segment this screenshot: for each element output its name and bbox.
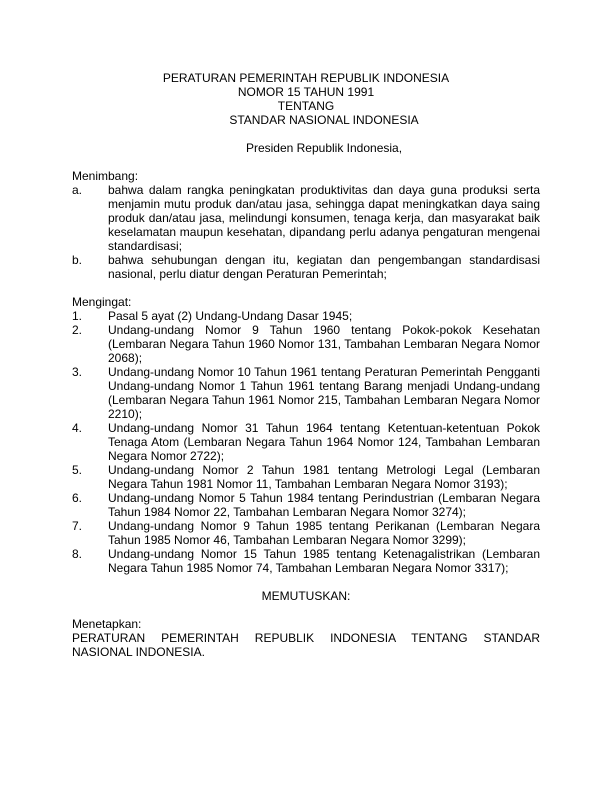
title-line-3: TENTANG bbox=[277, 99, 335, 113]
item-text: bahwa sehubungan dengan itu, kegiatan dan pengembangan standardisasi nasional, perlu diatur dengan Peraturan Pemerintah; bbox=[108, 253, 540, 281]
menimbang-item bbox=[72, 183, 540, 253]
item-label: 8. bbox=[72, 547, 83, 561]
mengingat-item bbox=[72, 323, 540, 365]
preamble: Presiden Republik Indonesia, bbox=[245, 141, 403, 155]
mengingat-item bbox=[72, 365, 540, 421]
item-label: 7. bbox=[72, 519, 83, 533]
menimbang-heading: Menimbang: bbox=[72, 169, 139, 183]
memutuskan-heading: MEMUTUSKAN: bbox=[261, 589, 351, 603]
title-line-4: STANDAR NASIONAL INDONESIA bbox=[229, 113, 419, 127]
item-label: 1. bbox=[72, 309, 83, 323]
item-label: 4. bbox=[72, 421, 83, 435]
item-text: Undang-undang Nomor 2 Tahun 1981 tentang Metrologi Legal (Lembaran Negara Tahun 1981 Nomor 11, Tambahan Lembaran Negara Nomor 3193); bbox=[108, 463, 540, 491]
menimbang-list bbox=[72, 183, 540, 281]
item-text: Undang-undang Nomor 5 Tahun 1984 tentang Perindustrian (Lembaran Negara Tahun 1984 Nomor 22, Tambahan Lembaran Negara Nomor 3274); bbox=[108, 491, 540, 519]
item-text: Undang-undang Nomor 15 Tahun 1985 tentang Ketenagalistrikan (Lembaran Negara Tahun 1985 Nomor 74, Tambahan Lembaran Negara Nomor 3317); bbox=[108, 547, 540, 575]
title-line-2: NOMOR 15 TAHUN 1991 bbox=[237, 85, 375, 99]
mengingat-heading: Mengingat: bbox=[72, 295, 132, 309]
mengingat-item bbox=[72, 491, 540, 519]
menetapkan-text: PERATURAN PEMERINTAH REPUBLIK INDONESIA TENTANG STANDAR NASIONAL INDONESIA. bbox=[72, 631, 540, 659]
menetapkan-heading: Menetapkan: bbox=[72, 617, 142, 631]
menimbang-item bbox=[72, 253, 540, 281]
item-text: bahwa dalam rangka peningkatan produktivitas dan daya guna produksi serta menjamin mutu produk dan/atau jasa, sehingga dapat meningkatkan daya saing produk dan/atau jasa, melindungi konsumen, tenaga kerja, dan masyarakat baik keselamatan maupun kesehatan, dipandang perlu adanya pengaturan mengenai standardisasi; bbox=[108, 183, 540, 253]
mengingat-item bbox=[72, 547, 540, 575]
item-text: Undang-undang Nomor 9 Tahun 1960 tentang Pokok-pokok Kesehatan (Lembaran Negara Tahun 1960 Nomor 131, Tambahan Lembaran Negara Nomor 2068); bbox=[108, 323, 540, 365]
item-label: 3. bbox=[72, 365, 83, 379]
item-label: b. bbox=[72, 253, 83, 267]
document-page bbox=[72, 71, 540, 659]
mengingat-list bbox=[72, 309, 540, 575]
mengingat-item bbox=[72, 463, 540, 491]
title-line-1: PERATURAN PEMERINTAH REPUBLIK INDONESIA bbox=[162, 71, 450, 85]
mengingat-item bbox=[72, 309, 540, 323]
item-text: Undang-undang Nomor 10 Tahun 1961 tentang Peraturan Pemerintah Pengganti Undang-undang Nomor 1 Tahun 1961 tentang Barang menjadi Undang-undang (Lembaran Negara Tahun 1961 Nomor 215, Tambahan Lembaran Negara Nomor 2210); bbox=[108, 365, 540, 421]
item-text: Undang-undang Nomor 31 Tahun 1964 tentang Ketentuan-ketentuan Pokok Tenaga Atom (Lembaran Negara Tahun 1964 Nomor 124, Tambahan Lembaran Negara Nomor 2722); bbox=[108, 421, 540, 463]
mengingat-item bbox=[72, 421, 540, 463]
item-text: Undang-undang Nomor 9 Tahun 1985 tentang Perikanan (Lembaran Negara Tahun 1985 Nomor 46, Tambahan Lembaran Negara Nomor 3299); bbox=[108, 519, 540, 547]
mengingat-item bbox=[72, 519, 540, 547]
item-label: 5. bbox=[72, 463, 83, 477]
item-label: 6. bbox=[72, 491, 83, 505]
item-label: a. bbox=[72, 183, 83, 197]
item-label: 2. bbox=[72, 323, 83, 337]
item-text: Pasal 5 ayat (2) Undang-Undang Dasar 1945; bbox=[108, 309, 353, 323]
